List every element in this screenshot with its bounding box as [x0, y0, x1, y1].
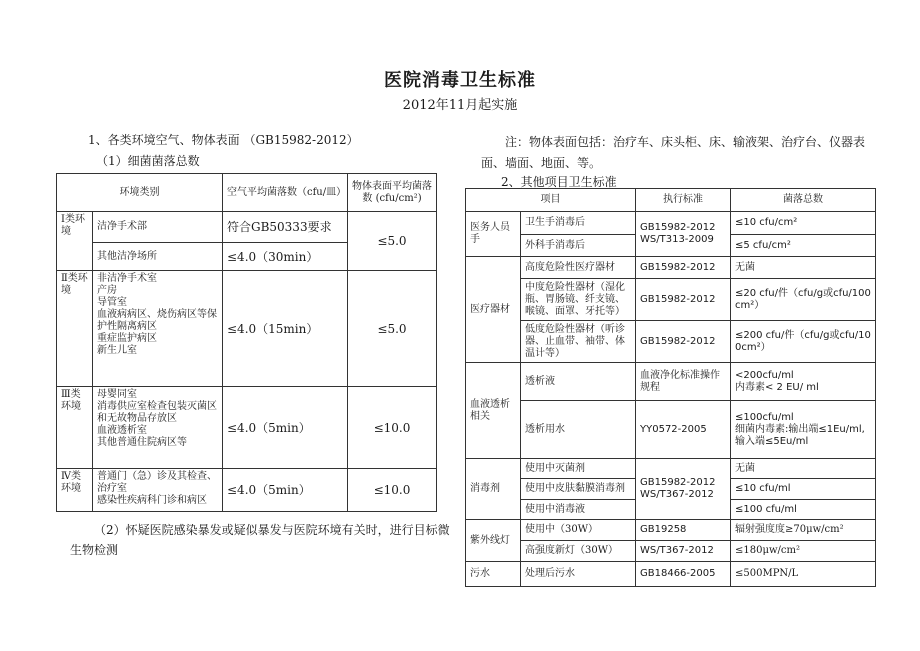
class-2-place: 血液病病区、烧伤病区等保护性隔离病区 — [97, 309, 217, 332]
uv-item: 高强度新灯（30W） — [521, 541, 636, 562]
hand-standard: GB15982-2012 WS/T313-2009 — [636, 212, 731, 257]
class-2-place: 导管室 — [97, 297, 127, 308]
section-1-heading: 1、各类环境空气、物体表面 （GB15982-2012） — [88, 133, 359, 147]
class-4-surface: ≤10.0 — [348, 469, 437, 512]
dialysis-value — [731, 363, 876, 401]
dialysis-value — [731, 401, 876, 459]
uv-item: 使用中（30W） — [521, 520, 636, 541]
header-air-count: 空气平均菌落数（cfu/皿） — [223, 174, 348, 212]
class-2-label: Ⅱ类环境 — [57, 271, 93, 387]
device-standard: GB15982-2012 — [636, 279, 731, 321]
uv-category: 紫外线灯 — [466, 520, 521, 562]
class-1-place: 洁净手术部 — [93, 212, 223, 243]
class-3-air: ≤4.0（5min） — [223, 387, 348, 469]
disinfectant-standard: GB15982-2012 WS/T367-2012 — [636, 459, 731, 520]
class-4-label: Ⅳ类环境 — [57, 469, 93, 512]
class-4-place: 普通门（急）诊及其检查、治疗室 — [97, 471, 217, 494]
disinfectant-item: 使用中灭菌剂 — [521, 459, 636, 479]
class-3-place: 其他普通住院病区等 — [97, 437, 187, 448]
class-2-place: 产房 — [97, 285, 117, 296]
dialysis-standard: YY0572-2005 — [636, 401, 731, 459]
header-colony: 菌落总数 — [731, 189, 876, 212]
class-1-air: 符合GB50333要求 — [223, 212, 348, 243]
disinfectant-value: ≤100 cfu/ml — [731, 500, 876, 520]
device-item: 高度危险性医疗器材 — [521, 257, 636, 279]
dialysis-value-line: ≤100cfu/ml — [735, 411, 794, 423]
disinfectant-value: ≤10 cfu/ml — [731, 479, 876, 500]
sewage-standard: GB18466-2005 — [636, 562, 731, 587]
dialysis-category: 血液透析相关 — [466, 363, 521, 459]
hand-value: ≤5 cfu/cm² — [731, 235, 876, 257]
environment-bacteria-table — [56, 173, 437, 512]
class-2-place: 非洁净手术室 — [97, 273, 157, 284]
hand-value: ≤10 cfu/cm² — [731, 212, 876, 235]
dialysis-value-line: <200cfu/ml — [735, 369, 794, 381]
effective-date: 2012年11月起实施 — [402, 98, 518, 113]
disinfectant-item: 使用中消毒液 — [521, 500, 636, 520]
class-3-places — [93, 387, 223, 469]
class-3-surface: ≤10.0 — [348, 387, 437, 469]
device-category: 医疗器材 — [466, 257, 521, 363]
header-item: 项目 — [466, 189, 636, 212]
device-value: ≤20 cfu/件（cfu/g或cfu/100cm²） — [731, 279, 876, 321]
device-item: 中度危险性器材（湿化瓶、胃肠镜、纤支镜、喉镜、面罩、牙托等） — [521, 279, 636, 321]
hand-item: 卫生手消毒后 — [521, 212, 636, 235]
class-3-place: 血液透析室 — [97, 425, 147, 436]
disinfectant-item: 使用中皮肤黏膜消毒剂 — [521, 479, 636, 500]
class-3-place: 消毒供应室检查包装灭菌区和无故物品存放区 — [97, 401, 217, 424]
header-standard: 执行标准 — [636, 189, 731, 212]
class-2-place: 新生儿室 — [97, 345, 137, 356]
surface-note: 注：物体表面包括：治疗车、床头柜、床、输液架、治疗台、仪器表面、墙面、地面、等。 — [481, 135, 866, 170]
class-2-places — [93, 271, 223, 387]
other-standards-table — [465, 188, 876, 587]
sewage-item: 处理后污水 — [521, 562, 636, 587]
device-standard: GB15982-2012 — [636, 257, 731, 279]
class-1-label: Ⅰ类环境 — [57, 212, 93, 271]
class-3-label: Ⅲ类环境 — [57, 387, 93, 469]
class-2-surface: ≤5.0 — [348, 271, 437, 387]
sewage-category: 污水 — [466, 562, 521, 587]
dialysis-item: 透析用水 — [521, 401, 636, 459]
device-standard: GB15982-2012 — [636, 321, 731, 363]
class-2-place: 重症监护病区 — [97, 333, 157, 344]
class-4-air: ≤4.0（5min） — [223, 469, 348, 512]
disinfectant-category: 消毒剂 — [466, 459, 521, 520]
class-4-places — [93, 469, 223, 512]
device-item: 低度危险性器材（听诊器、止血带、袖带、体温计等） — [521, 321, 636, 363]
uv-standard: WS/T367-2012 — [636, 541, 731, 562]
uv-value: ≤180μw/cm² — [731, 541, 876, 562]
class-1-surface: ≤5.0 — [348, 212, 437, 271]
page-title: 医院消毒卫生标准 — [384, 70, 536, 91]
subsection-1-heading: （1）细菌菌落总数 — [96, 154, 200, 168]
dialysis-standard: 血液净化标准操作规程 — [636, 363, 731, 401]
device-value: ≤200 cfu/件（cfu/g或cfu/100cm²） — [731, 321, 876, 363]
class-4-place: 感染性疾病科门诊和病区 — [97, 495, 207, 506]
hand-category: 医务人员手 — [466, 212, 521, 257]
target-microbe-note: （2）怀疑医院感染暴发或疑似暴发与医院环境有关时，进行目标微生物检测 — [70, 523, 450, 557]
dialysis-value-line: 细菌内毒素:输出端≤1Eu/ml, — [735, 423, 865, 435]
class-3-place: 母婴同室 — [97, 389, 137, 400]
class-1-air: ≤4.0（30min） — [223, 243, 348, 271]
disinfectant-value: 无菌 — [731, 459, 876, 479]
device-value: 无菌 — [731, 257, 876, 279]
sewage-value: ≤500MPN/L — [731, 562, 876, 587]
uv-value: 辐射强度度≥70μw/cm² — [731, 520, 876, 541]
header-env-class: 环境类别 — [57, 174, 223, 212]
dialysis-value-line: 输入端≤5Eu/ml — [735, 435, 809, 447]
hand-item: 外科手消毒后 — [521, 235, 636, 257]
class-1-place: 其他洁净场所 — [93, 243, 223, 271]
header-surface-count: 物体表面平均菌落数 (cfu/cm²) — [348, 174, 437, 212]
dialysis-item: 透析液 — [521, 363, 636, 401]
section-2-heading: 2、其他项目卫生标准 — [501, 175, 617, 189]
class-2-air: ≤4.0（15min） — [223, 271, 348, 387]
uv-standard: GB19258 — [636, 520, 731, 541]
dialysis-value-line: 内毒素< 2 EU/ ml — [735, 381, 819, 393]
